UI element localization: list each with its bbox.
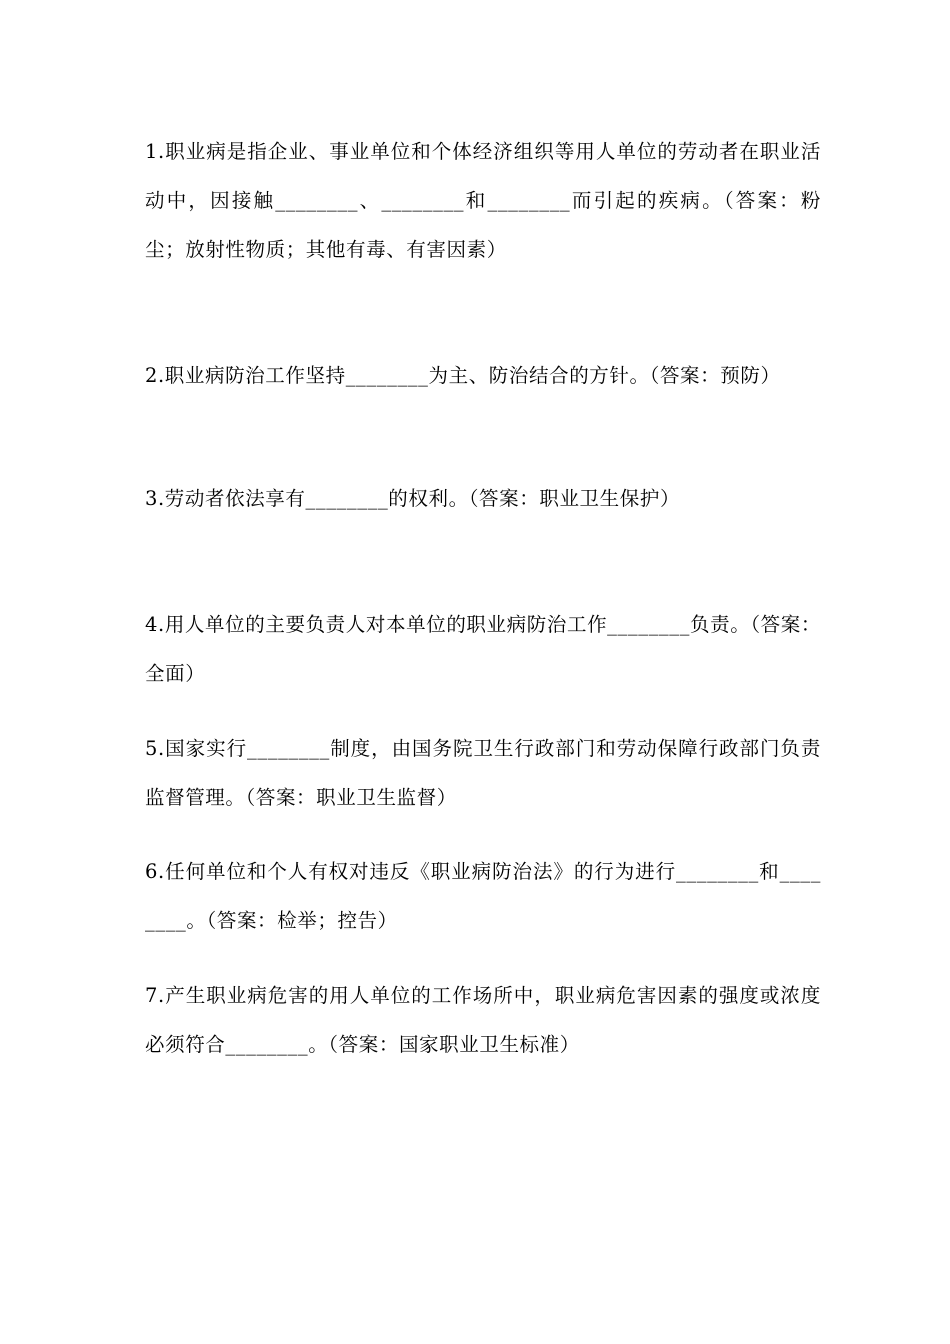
question-6: 6.任何单位和个人有权对违反《职业病防治法》的行为进行________和________。（答案：检举；控告） — [145, 860, 821, 932]
question-4: 4.用人单位的主要负责人对本单位的职业病防治工作________负责。（答案：全面） — [145, 613, 821, 685]
question-3: 3.劳动者依法享有________的权利。（答案：职业卫生保护） — [145, 487, 681, 510]
question-5: 5.国家实行________制度，由国务院卫生行政部门和劳动保障行政部门负责监督管理。（答案：职业卫生监督） — [145, 737, 821, 809]
question-7: 7.产生职业病危害的用人单位的工作场所中，职业病危害因素的强度或浓度必须符合________。（答案：国家职业卫生标准） — [145, 984, 821, 1056]
question-2: 2.职业病防治工作坚持________为主、防治结合的方针。（答案：预防） — [145, 364, 781, 387]
question-1: 1.职业病是指企业、事业单位和个体经济组织等用人单位的劳动者在职业活动中，因接触________、________和________而引起的疾病。（答案：粉尘；放射性物质；其他有毒、有害因素） — [145, 140, 821, 261]
